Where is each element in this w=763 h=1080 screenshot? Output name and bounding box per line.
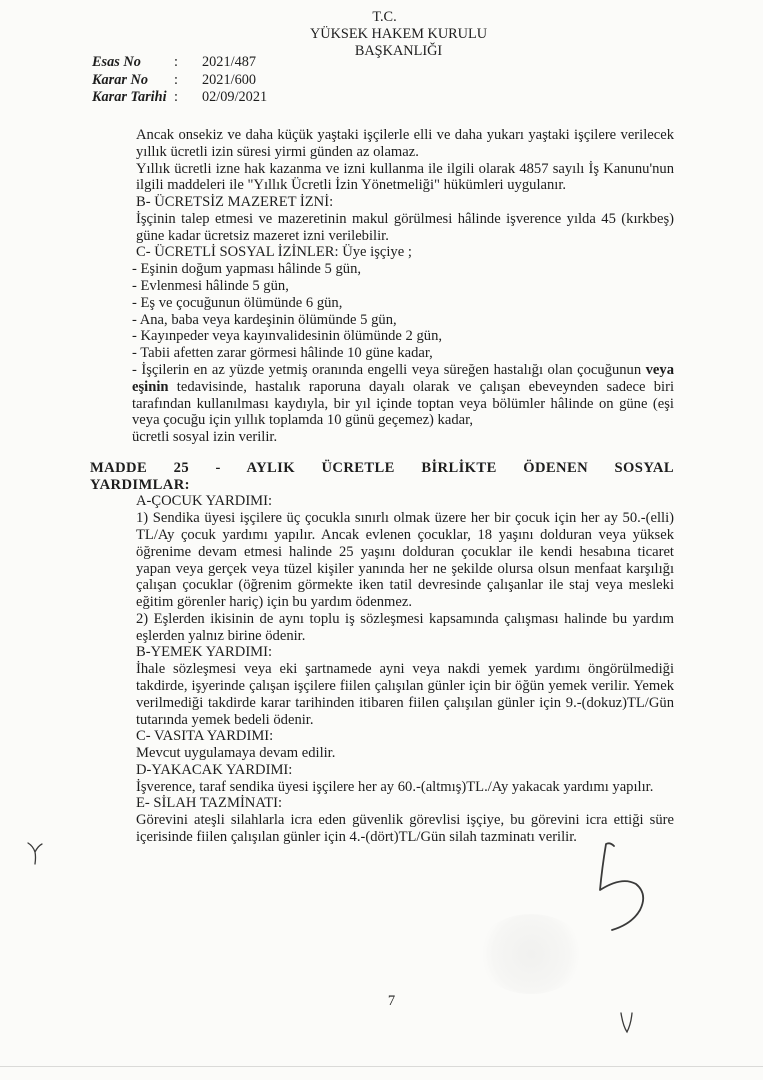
colon: :: [174, 54, 178, 70]
list-item-text: tedavisinde, hastalık raporuna dayalı olarak ve çalışan ebeveynden sadece biri tarafından kullanılması kaydıyla, bir yıl içinde toptan veya bölümler hâlinde on güne (eşi veya çocuğu için yıllık toplamda 10 günü geçemez) kadar,: [132, 378, 674, 429]
section-heading-unpaid-leave: B- ÜCRETSİZ MAZERET İZNİ:: [136, 194, 334, 211]
paragraph-child-aid-2: 2) Eşlerden ikisinin de aynı toplu iş sözleşmesi kapsamında çalışması halinde bu yardım eşlerden yalnız birine ödenir.: [136, 610, 674, 644]
tarih-row: [92, 89, 267, 107]
list-item-text: - İşçilerin en az yüzde yetmiş oranında engelli veya süreğen hastalığı olan çocuğunun: [132, 361, 642, 378]
header-institution: YÜKSEK HAKEM KURULU: [309, 26, 488, 43]
document-header: [0, 9, 763, 60]
esas-value: 2021/487: [202, 54, 257, 70]
case-info: [92, 54, 267, 107]
tarih-label: Karar Tarihi: [92, 89, 167, 105]
header-tc: T.C.: [372, 9, 397, 25]
document-body: [90, 127, 674, 846]
section-heading-social-leave: C- ÜCRETLİ SOSYAL İZİNLER: Üye işçiye ;: [136, 244, 412, 261]
tarih-value: 02/09/2021: [202, 89, 268, 105]
list-item: - Eş ve çocuğunun ölümünde 6 gün,: [132, 294, 343, 311]
list-item-disabled-child: [90, 362, 674, 429]
list-item: - Kayınpeder veya kayınvalidesinin ölümünde 2 gün,: [132, 328, 443, 345]
page-number: 7: [387, 993, 396, 1009]
article-heading: MADDE 25 - AYLIK ÜCRETLE BİRLİKTE ÖDENEN SOSYAL YARDIMLAR:: [90, 459, 674, 493]
section-heading-weapon-allowance: E- SİLAH TAZMİNATI:: [136, 795, 283, 812]
esas-row: [92, 54, 267, 72]
list-item: - Evlenmesi hâlinde 5 gün,: [132, 278, 289, 295]
paragraph-unpaid-leave: İşçinin talep etmesi ve mazeretinin makul görülmesi hâlinde işverence yılda 45 (kırkbeş) güne kadar ücretsiz mazeret izni verilebilir.: [136, 210, 674, 244]
karar-row: [92, 72, 267, 90]
karar-value: 2021/600: [202, 71, 257, 88]
karar-label: Karar No: [92, 71, 149, 88]
list-item: - Ana, baba veya kardeşinin ölümünde 5 gün,: [132, 311, 397, 328]
paragraph-weapon-allowance: Görevini ateşli silahlarla icra eden güvenlik görevlisi işçiye, bu görevini icra ettiği süre içerisinde fiilen çalışılan günler için 4.-(dört)TL/Gün silah tazminatı verilir.: [136, 812, 674, 846]
paragraph-transport-aid: Mevcut uygulamaya devam edilir.: [136, 745, 336, 762]
signature-mark: [592, 838, 662, 934]
paragraph-fuel-aid: İşverence, taraf sendika üyesi işçilere her ay 60.-(altmış)TL./Ay yakacak yardımı yapılır.: [136, 778, 654, 795]
section-heading-transport-aid: C- VASITA YARDIMI:: [136, 728, 274, 745]
margin-tick-mark: [26, 840, 46, 866]
section-heading-child-aid: A-ÇOCUK YARDIMI:: [136, 493, 273, 510]
initial-mark: [618, 1010, 638, 1036]
paragraph-age-leave: Ancak onsekiz ve daha küçük yaştaki işçilerle elli ve daha yukarı yaştaki işçilere verilecek yıllık ücretli izin süresi yirmi günden az olamaz.: [136, 127, 674, 160]
list-item: - Tabii afetten zarar görmesi hâlinde 10 güne kadar,: [132, 345, 433, 362]
header-presidency: BAŞKANLIĞI: [354, 43, 443, 60]
paragraph-meal-aid: İhale sözleşmesi veya eki şartnamede ayni veya nakdi yemek yardımı öngörülmediği takdirde, işyerinde çalışan işçilere fiilen çalışılan günler için bir öğün yemek verilir. Yemek verilmediği takdirde karar tarihinden itibaren fiilen çalışılan günler için 9.-(dokuz)TL/Gün tutarında yemek bedeli ödenir.: [136, 661, 674, 728]
list-item: - Eşinin doğum yapması hâlinde 5 gün,: [132, 261, 362, 278]
section-heading-meal-aid: B-YEMEK YARDIMI:: [136, 644, 273, 661]
esas-label: Esas No: [92, 54, 141, 70]
bold-insertion: veya eşinin: [132, 361, 674, 395]
paragraph-child-aid-1: 1) Sendika üyesi işçilere üç çocukla sınırlı olmak üzere her bir çocuk için her ay 50.-(elli) TL/Ay çocuk yardımı yapılır. Ancak evlenen çocuklar, 18 yaşını dolduran veya yüksek öğrenime devam etmesi halinde 25 yaşını dolduran çocuklar ile kendi hesabına ticaret yapan veya gerçek veya tüzel kişiler yanında her ne şekilde olursa olsun menfaat karşılığı çalışan çocuklar (öğrenim görmekte iken tatil devresinde çalışanlar ile staj veya mesleki eğitim görenler hariç) için bu yardım ödenmez.: [136, 510, 674, 611]
colon: :: [174, 89, 178, 105]
faded-stamp: [476, 914, 586, 994]
colon: :: [174, 71, 178, 88]
paragraph-annual-leave: Yıllık ücretli izne hak kazanma ve izni kullanma ile ilgili olarak 4857 sayılı İş Kanunu'nun ilgili maddeleri ile "Yıllık Ücretli İzin Yönetmeliği" hükümleri uygulanır.: [136, 160, 674, 194]
paragraph-social-leave-end: ücretli sosyal izin verilir.: [132, 429, 278, 446]
page-edge: [0, 1066, 763, 1067]
section-heading-fuel-aid: D-YAKACAK YARDIMI:: [136, 761, 293, 778]
